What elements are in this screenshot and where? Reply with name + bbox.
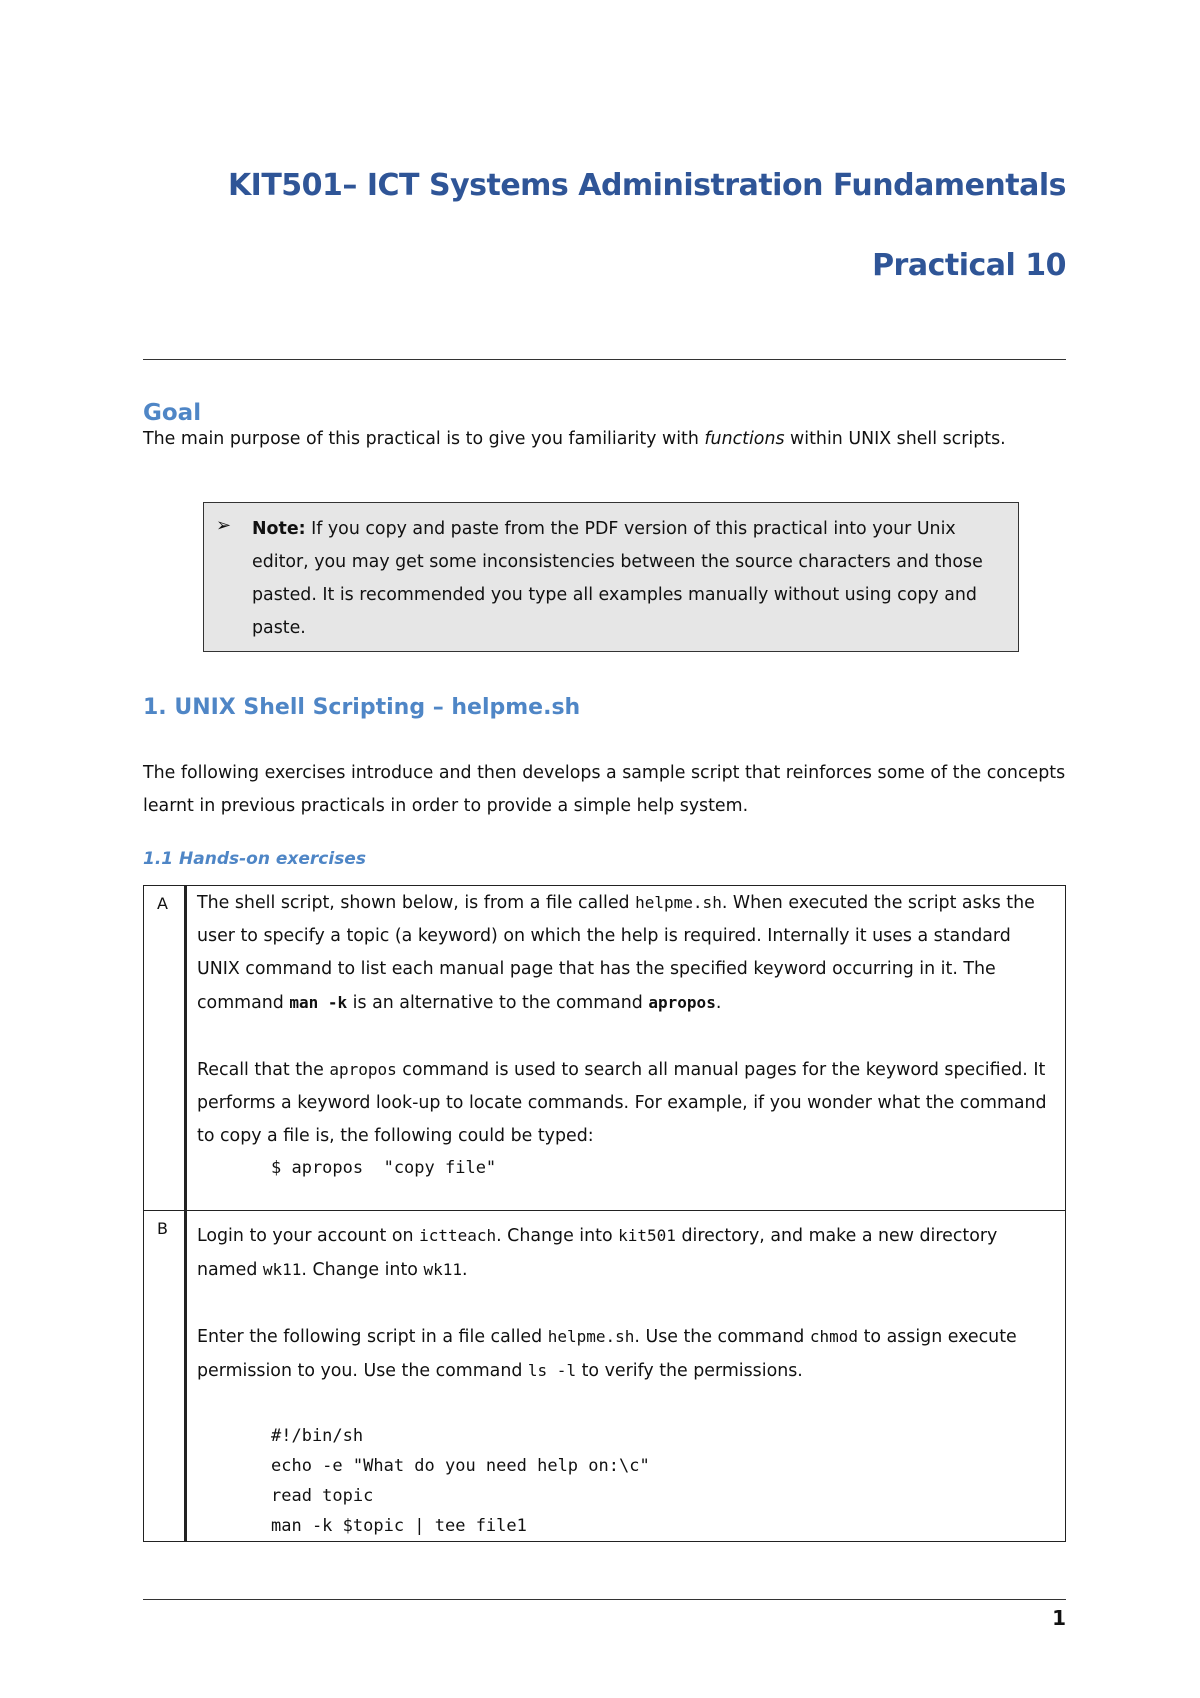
- note-text: Note: If you copy and paste from the PDF version of this practical into your Unix editor, you may get some inconsistencies between the source characters and those pasted. It is recommended you type all examples manually without using copy and paste.: [252, 519, 983, 638]
- exercise-row-a: [144, 886, 1066, 1211]
- code-line: man -k $topic | tee file1: [271, 1516, 527, 1536]
- footer-divider: [143, 1599, 1066, 1600]
- exercise-content: [186, 886, 1066, 1211]
- exercise-a-paragraph-1: The shell script, shown below, is from a file called helpme.sh. When executed the script asks the user to specify a topic (a keyword) on which the help is required. Internally it uses a standard UNIX command to list each manual page that has the specified keyword occurring in it. The command man -k is an alternative to the command apropos.: [197, 893, 1035, 1013]
- goal-heading: Goal: [143, 400, 202, 426]
- note-box: [203, 502, 1019, 652]
- arrow-bullet-icon: ➢: [216, 515, 232, 536]
- code-example: $ apropos "copy file": [271, 1158, 497, 1178]
- code-line: #!/bin/sh: [271, 1426, 364, 1446]
- exercise-b-paragraph-2: Enter the following script in a file called helpme.sh. Use the command chmod to assign execute permission to you. Use the command ls -l to verify the permissions.: [197, 1327, 1017, 1381]
- exercise-b-paragraph-1: Login to your account on ictteach. Change into kit501 directory, and make a new directory named wk11. Change into wk11.: [197, 1226, 998, 1280]
- section-intro: The following exercises introduce and then develops a sample script that reinforces some of the concepts learnt in previous practicals in order to provide a simple help system.: [143, 763, 1066, 816]
- exercises-table: [143, 885, 1066, 1542]
- header-divider: [143, 359, 1066, 360]
- section-heading: 1. UNIX Shell Scripting – helpme.sh: [143, 695, 581, 720]
- exercise-a-paragraph-2: Recall that the apropos command is used to search all manual pages for the keyword specified. It performs a keyword look-up to locate commands. For example, if you wonder what the command to copy a file is, the following could be typed:: [197, 1060, 1047, 1146]
- document-title: KIT501– ICT Systems Administration Fundamentals: [227, 168, 1066, 203]
- goal-paragraph: The main purpose of this practical is to give you familiarity with functions within UNIX shell scripts.: [143, 429, 1006, 449]
- page-number: 1: [1052, 1606, 1066, 1630]
- code-line: read topic: [271, 1486, 374, 1506]
- exercise-label: B: [144, 1211, 186, 1542]
- exercise-row-b: [144, 1211, 1066, 1542]
- code-line: echo -e "What do you need help on:\c": [271, 1456, 650, 1476]
- exercise-content: [186, 1211, 1066, 1542]
- subsection-heading: 1.1 Hands-on exercises: [143, 849, 366, 869]
- exercise-label: A: [144, 886, 186, 1211]
- practical-number: Practical 10: [872, 248, 1066, 283]
